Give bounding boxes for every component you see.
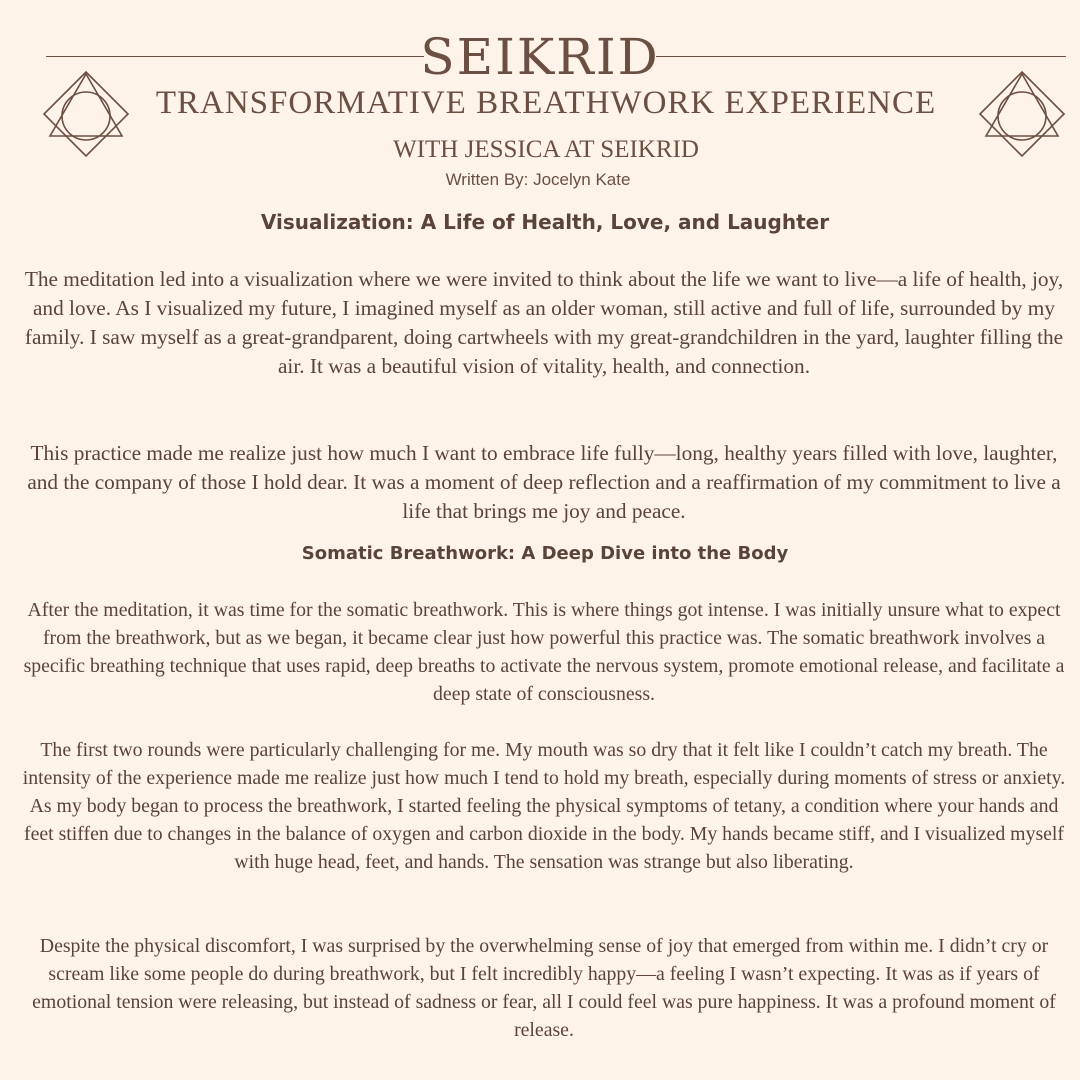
paragraph: The first two rounds were particularly challenging for me. My mouth was so dry that it felt like I couldn’t catch my breath. The intensity of the experience made me realize just how much I tend to hold my breath, especially during moments of stress or anxiety. As my body began to process the breathwork, I started feeling the physical symptoms of tetany, a condition where your hands and feet stiffen due to changes in the balance of oxygen and carbon dioxide in the body. My hands became stiff, and I visualized myself with huge head, feet, and hands. The sensation was strange but also liberating.: [22, 739, 1066, 873]
page-subtitle: WITH JESSICA AT SEIKRID: [393, 136, 699, 163]
sacred-geometry-icon: [978, 70, 1066, 158]
section-title-somatic-breathwork: Somatic Breathwork: A Deep Dive into the Body: [301, 543, 789, 564]
paragraph: This practice made me realize just how much I want to embrace life fully—long, healthy years filled with love, laughter, and the company of those I hold dear. It was a moment of deep reflection and a reaffirmation of my commitment to live a life that brings me joy and peace.: [27, 441, 1061, 523]
paragraph: The meditation led into a visualization where we were invited to think about the life we want to live—a life of health, joy, and love. As I visualized my future, I imagined myself as an older woman, still active and full of life, surrounded by my family. I saw myself as a great-grandparent, doing cartwheels with my great-grandchildren in the yard, laughter filling the air. It was a beautiful vision of vitality, health, and connection.: [24, 267, 1064, 378]
sacred-geometry-icon: [42, 70, 130, 158]
page-title: TRANSFORMATIVE BREATHWORK EXPERIENCE: [155, 85, 937, 121]
section-title-visualization: Visualization: A Life of Health, Love, and Laughter: [260, 210, 830, 234]
paragraph: Despite the physical discomfort, I was surprised by the overwhelming sense of joy that emerged from within me. I didn’t cry or scream like some people do during breathwork, but I felt incredibly happy—a feeling I wasn’t expecting. It was as if years of emotional tension were releasing, but instead of sadness or fear, all I could feel was pure happiness. It was a profound moment of release.: [32, 935, 1056, 1041]
brand-logo-text: SEIKRID: [420, 28, 660, 86]
author-byline: Written By: Jocelyn Kate: [445, 170, 631, 189]
paragraph: After the meditation, it was time for the somatic breathwork. This is where things got intense. I was initially unsure what to expect from the breathwork, but as we began, it became clear just how powerful this practice was. The somatic breathwork involves a specific breathing technique that uses rapid, deep breaths to activate the nervous system, promote emotional release, and facilitate a deep state of consciousness.: [23, 599, 1065, 705]
